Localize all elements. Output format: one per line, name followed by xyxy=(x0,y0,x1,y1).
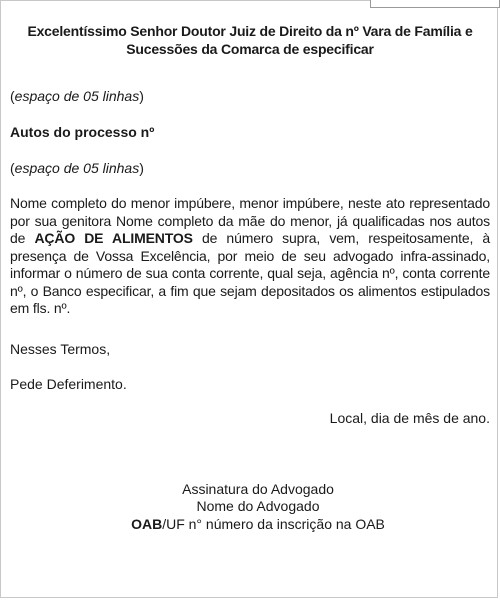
place-date-line: Local, dia de mês de ano. xyxy=(329,409,490,426)
petition-body xyxy=(10,195,490,318)
spacing-note-2-close: ) xyxy=(139,160,144,176)
request-line: Pede Deferimento. xyxy=(10,375,127,392)
oab-line xyxy=(26,516,490,534)
spacing-note-1 xyxy=(10,88,490,105)
corner-tab xyxy=(370,0,500,8)
spacing-note-1-close: ) xyxy=(139,88,144,104)
spacing-note-2-open: ( xyxy=(10,160,15,176)
petition-body-part1: Nome completo do menor impúbere, menor impúbere, neste ato representado por sua genitora Nome completo da mãe do menor, já qualificadas nos autos de xyxy=(10,195,490,246)
document-heading: Excelentíssimo Senhor Doutor Juiz de Direito da nº Vara de Família e Sucessões da Comarca de especificar xyxy=(27,23,473,57)
action-name: AÇÃO DE ALIMENTOS xyxy=(34,230,193,246)
oab-number-text: /UF n° número da inscrição na OAB xyxy=(162,515,385,532)
spacing-note-1-open: ( xyxy=(10,88,15,104)
spacing-note-2 xyxy=(10,160,490,177)
lawyer-name-line: Nome do Advogado xyxy=(196,498,320,514)
petition-body-part2: de número supra, vem, respeitosamente, à presença de Vossa Excelência, por meio de seu advogado infra-assinado, informar o número de sua conta corrente, qual seja, agência nº, conta corrente nº, o Banco especificar, a fim que sejam depositados os alimentos estipulados em fls. nº. xyxy=(10,230,490,316)
signature-line: Assinatura do Advogado xyxy=(182,480,334,497)
oab-label: OAB xyxy=(131,515,163,532)
spacing-note-2-text: espaço de 05 linhas xyxy=(14,160,140,176)
closing-line: Nesses Termos, xyxy=(10,340,111,357)
case-number-label: Autos do processo nº xyxy=(10,124,155,140)
spacing-note-1-text: espaço de 05 linhas xyxy=(14,88,140,104)
signature-block xyxy=(10,481,490,534)
document-page xyxy=(10,22,490,533)
